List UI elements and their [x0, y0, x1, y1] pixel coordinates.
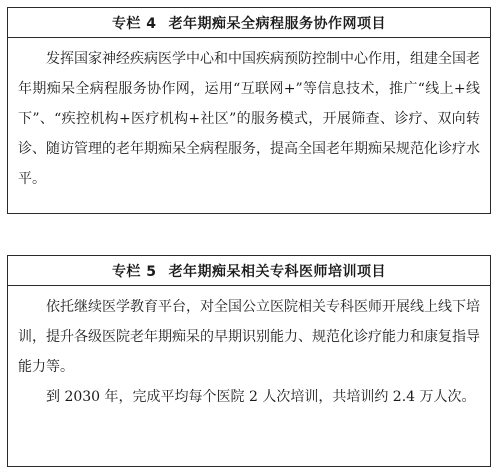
column-box-4-title: 老年期痴呆全病程服务协作网项目	[168, 15, 387, 32]
column-box-4-body	[8, 38, 490, 194]
column-box-5-label: 专栏 5	[111, 263, 157, 280]
column-box-5-paragraph: 依托继续医学教育平台，对全国公立医院相关专科医师开展线上线下培训，提升各级医院老年期痴呆的早期识别能力、规范化诊疗能力和康复指导能力等。	[18, 299, 480, 375]
column-box-5-body	[8, 286, 490, 412]
column-box-5-paragraph: 到 2030 年，完成平均每个医院 2 人次培训，共培训约 2.4 万人次。	[46, 389, 476, 405]
column-box-4-paragraph: 发挥国家神经疾病医学中心和中国疾病预防控制中心作用，组建全国老年期痴呆全病程服务协作网，运用“互联网+”等信息技术，推广“线上+线下”、“疾控机构+医疗机构+社区”的服务模式，开展筛查、诊疗、双向转诊、随访管理的老年期痴呆全病程服务，提高全国老年期痴呆规范化诊疗水平。	[18, 51, 480, 187]
column-box-5-header	[8, 256, 490, 286]
column-box-5-title: 老年期痴呆相关专科医师培训项目	[168, 263, 387, 280]
column-box-4-label: 专栏 4	[111, 15, 157, 32]
column-box-4	[7, 7, 491, 214]
column-box-5	[7, 255, 491, 467]
column-box-4-header	[8, 8, 490, 38]
